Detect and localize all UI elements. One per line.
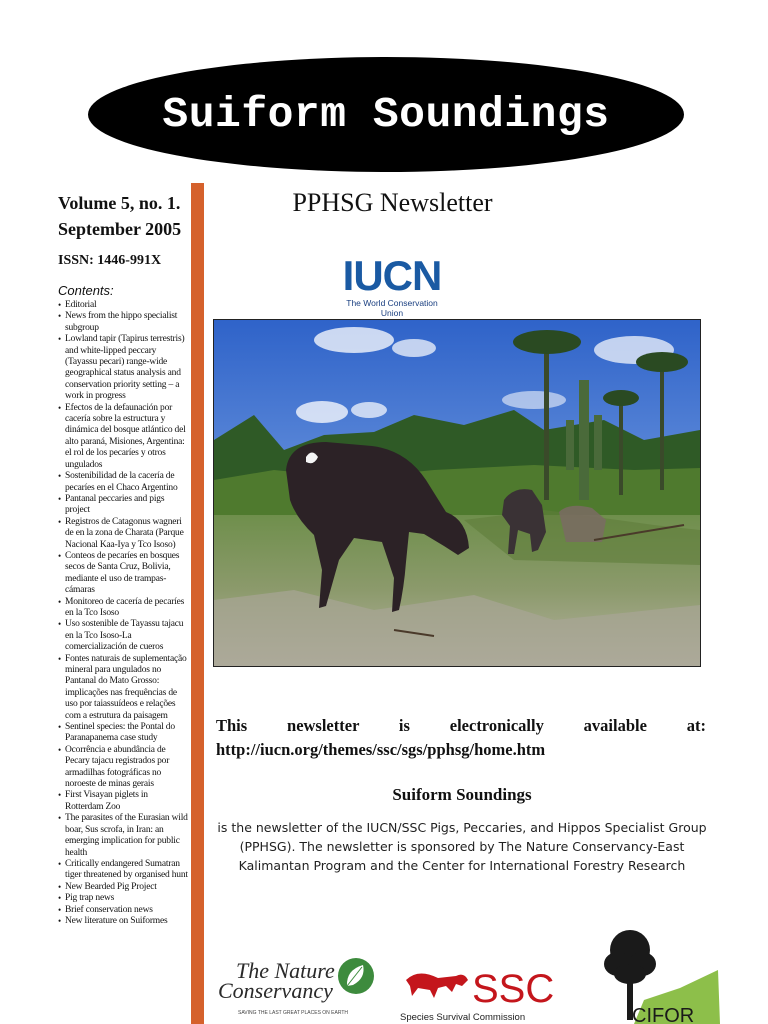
contents-item: • Registros de Catagonus wagneri de en la zona de Charata (Parque Nacional Kaa-Iya y Tco Isoso) [58, 517, 188, 551]
cifor-logo-word: CIFOR [632, 1005, 695, 1024]
sidebar [58, 190, 188, 927]
about-text: is the newsletter of the IUCN/SSC Pigs, Peccaries, and Hippos Specialist Group (PPHSG). The newsletter is sponsored by The Nature Conservancy-East Kalimantan Program and the Center for International Forestry Research [217, 820, 707, 873]
contents-item: • Conteos de pecaríes en bosques secos de Santa Cruz, Bolivia, mediante el uso de trampas-cámaras [58, 551, 188, 597]
tnc-logo-tagline: SAVING THE LAST GREAT PLACES ON EARTH [238, 1010, 349, 1016]
nature-conservancy-logo [216, 952, 378, 1020]
contents-item: • The parasites of the Eurasian wild boar, Sus scrofa, in Iran: an emerging implication for public health [58, 813, 188, 859]
contents-item: • Uso sostenible de Tayassu tajacu en la Tco Isoso-La comercialización de cueros [58, 619, 188, 653]
contents-item: • Brief conservation news [58, 905, 188, 916]
contents-item: • Monitoreo de cacería de pecaríes en la Tco Isoso [58, 597, 188, 620]
volume-info: Volume 5, no. 1. September 2005 [58, 193, 182, 239]
tnc-logo-line2: Conservancy [218, 978, 333, 1003]
contents-item: • Sentinel species: the Pontal do Paranapanema case study [58, 722, 188, 745]
contents-item: • Efectos de la defaunación por cacería sobre la estructura y dinámica del bosque atlántico del alto paraná, Misiones, Argentina: el rol de los pecaríes y otros ungulados [58, 403, 188, 471]
about-title: Suiform Soundings [392, 785, 532, 804]
contents-heading: Contents: [58, 283, 114, 298]
contents-item: • Critically endangered Sumatran tiger threatened by organised hunt [58, 859, 188, 882]
ssc-logo-subtitle: Species Survival Commission [400, 1012, 526, 1023]
accent-bar [191, 183, 204, 1024]
contents-item: • First Visayan piglets in Rotterdam Zoo [58, 790, 188, 813]
contents-item: • Sostenibilidad de la cacería de pecaríes en el Chaco Argentino [58, 471, 188, 494]
masthead-title: Suiform Soundings [162, 90, 610, 139]
contents-item: • Pantanal peccaries and pigs project [58, 494, 188, 517]
ssc-animal-icon [406, 973, 468, 998]
contents-item: • New literature on Suiformes [58, 916, 188, 927]
contents-item: • Editorial [58, 300, 188, 311]
cifor-logo [598, 926, 720, 1024]
masthead [88, 57, 684, 172]
ssc-logo [398, 958, 574, 1024]
contents-list [58, 300, 188, 927]
iucn-logo [334, 252, 450, 318]
contents-item: • News from the hippo specialist subgroup [58, 311, 188, 334]
contents-item: • Fontes naturais de suplementação mineral para ungulados no Pantanal do Mato Grosso: implicações nas frequências de uso por taiassuídeos e relações com a estrutura da paisagem [58, 654, 188, 722]
contents-item: • Ocorrência e abundância de Pecary tajacu registrados por armadilhas fotográficas no noroeste de minas gerais [58, 745, 188, 791]
availability-note: This newsletter is electronically available at: http://iucn.org/themes/ssc/sgs/pphsg/home.htm [216, 716, 706, 759]
cover-photo [213, 319, 701, 667]
iucn-logo-word: IUCN [342, 252, 442, 299]
newsletter-heading: PPHSG Newsletter [292, 188, 493, 217]
ssc-logo-word: SSC [472, 967, 555, 1011]
contents-item: • New Bearded Pig Project [58, 882, 188, 893]
contents-item: • Lowland tapir (Tapirus terrestris) and white-lipped peccary (Tayassu pecari) range-wide geographical status analysis and conservation priority setting – a work in progress [58, 334, 188, 402]
iucn-logo-subtitle: The World Conservation Union [346, 298, 438, 318]
tnc-logo-line1: The Nature [236, 958, 335, 983]
issn: ISSN: 1446-991X [58, 253, 162, 268]
contents-item: • Pig trap news [58, 893, 188, 904]
